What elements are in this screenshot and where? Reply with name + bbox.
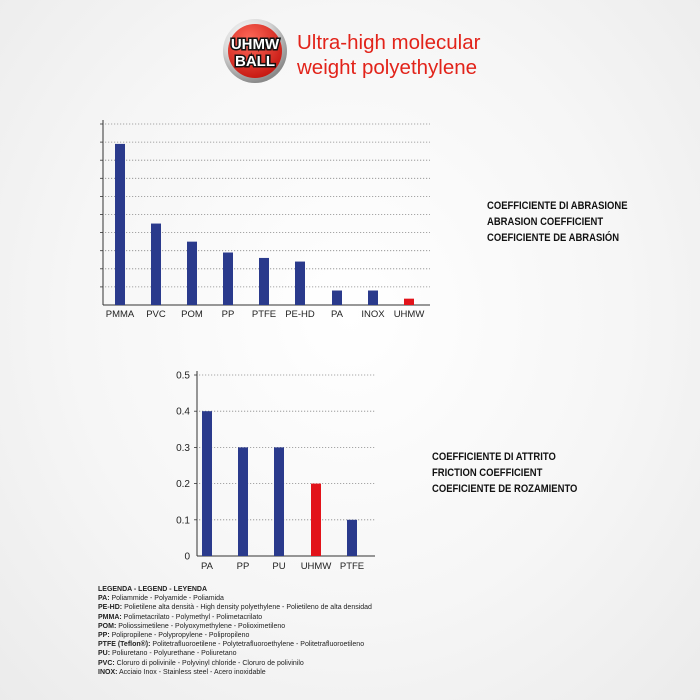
legend-item-text: Polietilene alta densità - High density polyethylene - Polietileno de alta densidad bbox=[122, 604, 372, 612]
abrasion-category-label: PE-HD bbox=[285, 309, 315, 320]
title-line-2: weight polyethylene bbox=[297, 56, 478, 79]
logo-text-line2: BALL bbox=[235, 53, 275, 70]
abrasion-bar-pvc bbox=[151, 224, 161, 305]
abrasion-caption-en: ABRASION COEFFICIENT bbox=[487, 216, 604, 228]
abrasion-category-label: UHMW bbox=[393, 309, 425, 320]
logo-text-line1: UHMW bbox=[230, 36, 280, 53]
abrasion-caption-es: COEFICIENTE DE ABRASIÓN bbox=[487, 232, 620, 244]
abrasion-bar-pmma bbox=[115, 144, 125, 305]
abrasion-bar-pa bbox=[332, 291, 342, 305]
friction-bar-uhmw bbox=[311, 484, 321, 556]
legend-item-abbr: PE-HD: bbox=[98, 604, 123, 612]
legend-item-text: Poliossimetilene - Polyoxymethylene - Polioximetileno bbox=[116, 622, 286, 630]
legend-item-abbr: PTFE (Teflon®): bbox=[98, 641, 151, 649]
abrasion-category-label: PMMA bbox=[105, 309, 135, 320]
legend-item-text: Acciaio Inox - Stainless steel - Acero inoxidable bbox=[117, 668, 266, 676]
abrasion-bar-pp bbox=[223, 253, 233, 305]
legend-item-abbr: POM: bbox=[98, 622, 117, 630]
legend-item bbox=[98, 622, 518, 631]
title-line-1: Ultra-high molecular bbox=[297, 31, 481, 54]
legend-item-abbr: PMMA: bbox=[98, 613, 122, 621]
abrasion-category-label: PVC bbox=[146, 309, 166, 320]
friction-ytick-label: 0.1 bbox=[176, 515, 190, 527]
friction-bar-pp bbox=[238, 447, 248, 556]
abrasion-bar-pom bbox=[187, 242, 197, 305]
friction-ytick-label: 0.4 bbox=[176, 406, 190, 418]
abrasion-category-label: POM bbox=[181, 309, 203, 320]
legend-item-abbr: PA: bbox=[98, 595, 110, 603]
abrasion-bar-ptfe bbox=[259, 258, 269, 305]
legend-item-text: Politetrafluoroetilene - Polytetrafluoroethylene - Politetrafluoroetileno bbox=[150, 641, 365, 649]
legend-item-text: Polimetacrilato - Polymethyl - Polimetacrilato bbox=[121, 613, 263, 621]
abrasion-bar-uhmw bbox=[404, 299, 414, 305]
abrasion-category-label: PTFE bbox=[251, 309, 277, 320]
legend-item bbox=[98, 613, 518, 622]
legend-heading: LEGENDA - LEGEND - LEYENDA bbox=[98, 586, 208, 593]
friction-caption-es: COEFICIENTE DE ROZAMIENTO bbox=[432, 483, 578, 495]
abrasion-bar-inox bbox=[368, 291, 378, 305]
friction-ytick-label: 0.3 bbox=[176, 442, 190, 454]
abrasion-category-label: PP bbox=[221, 309, 235, 320]
friction-ytick-label: 0.2 bbox=[176, 479, 190, 491]
friction-caption-en: FRICTION COEFFICIENT bbox=[432, 467, 543, 479]
friction-ytick-label: 0 bbox=[184, 551, 190, 563]
material-legend bbox=[98, 585, 518, 677]
legend-item-abbr: PU: bbox=[98, 650, 111, 658]
abrasion-bar-pe-hd bbox=[295, 262, 305, 305]
friction-category-label: PTFE bbox=[339, 561, 365, 572]
abrasion-category-label: PA bbox=[331, 309, 343, 320]
legend-item-abbr: PP: bbox=[98, 632, 110, 640]
legend-item bbox=[98, 649, 518, 658]
legend-item-text: Poliuretano - Polyurethane - Poliuretano bbox=[110, 650, 237, 658]
abrasion-caption-it: COEFFICIENTE DI ABRASIONE bbox=[487, 200, 628, 212]
friction-ytick-label: 0.5 bbox=[176, 370, 190, 382]
abrasion-chart-caption bbox=[487, 198, 628, 246]
legend-item-abbr: PVC: bbox=[98, 659, 115, 667]
legend-item bbox=[98, 594, 518, 603]
legend-item bbox=[98, 659, 518, 668]
abrasion-category-label: INOX bbox=[361, 309, 385, 320]
legend-item-text: Poliammide - Polyamide - Poliamida bbox=[109, 595, 224, 603]
legend-item-abbr: INOX: bbox=[98, 668, 118, 676]
legend-item bbox=[98, 603, 518, 612]
friction-chart-caption bbox=[432, 449, 577, 497]
friction-category-label: PU bbox=[272, 561, 286, 572]
legend-item bbox=[98, 668, 518, 677]
friction-category-label: UHMW bbox=[300, 561, 332, 572]
friction-bar-pa bbox=[202, 411, 212, 556]
legend-item bbox=[98, 631, 518, 640]
friction-bar-pu bbox=[274, 447, 284, 556]
legend-item-text: Polipropilene - Polypropylene - Polipropileno bbox=[109, 632, 250, 640]
friction-category-label: PA bbox=[201, 561, 213, 572]
friction-category-label: PP bbox=[236, 561, 250, 572]
friction-bar-ptfe bbox=[347, 520, 357, 556]
legend-item-text: Cloruro di polivinile - Polyvinyl chloride - Cloruro de polivinilo bbox=[114, 659, 304, 667]
friction-caption-it: COEFFICIENTE DI ATTRITO bbox=[432, 451, 556, 463]
legend-item bbox=[98, 640, 518, 649]
